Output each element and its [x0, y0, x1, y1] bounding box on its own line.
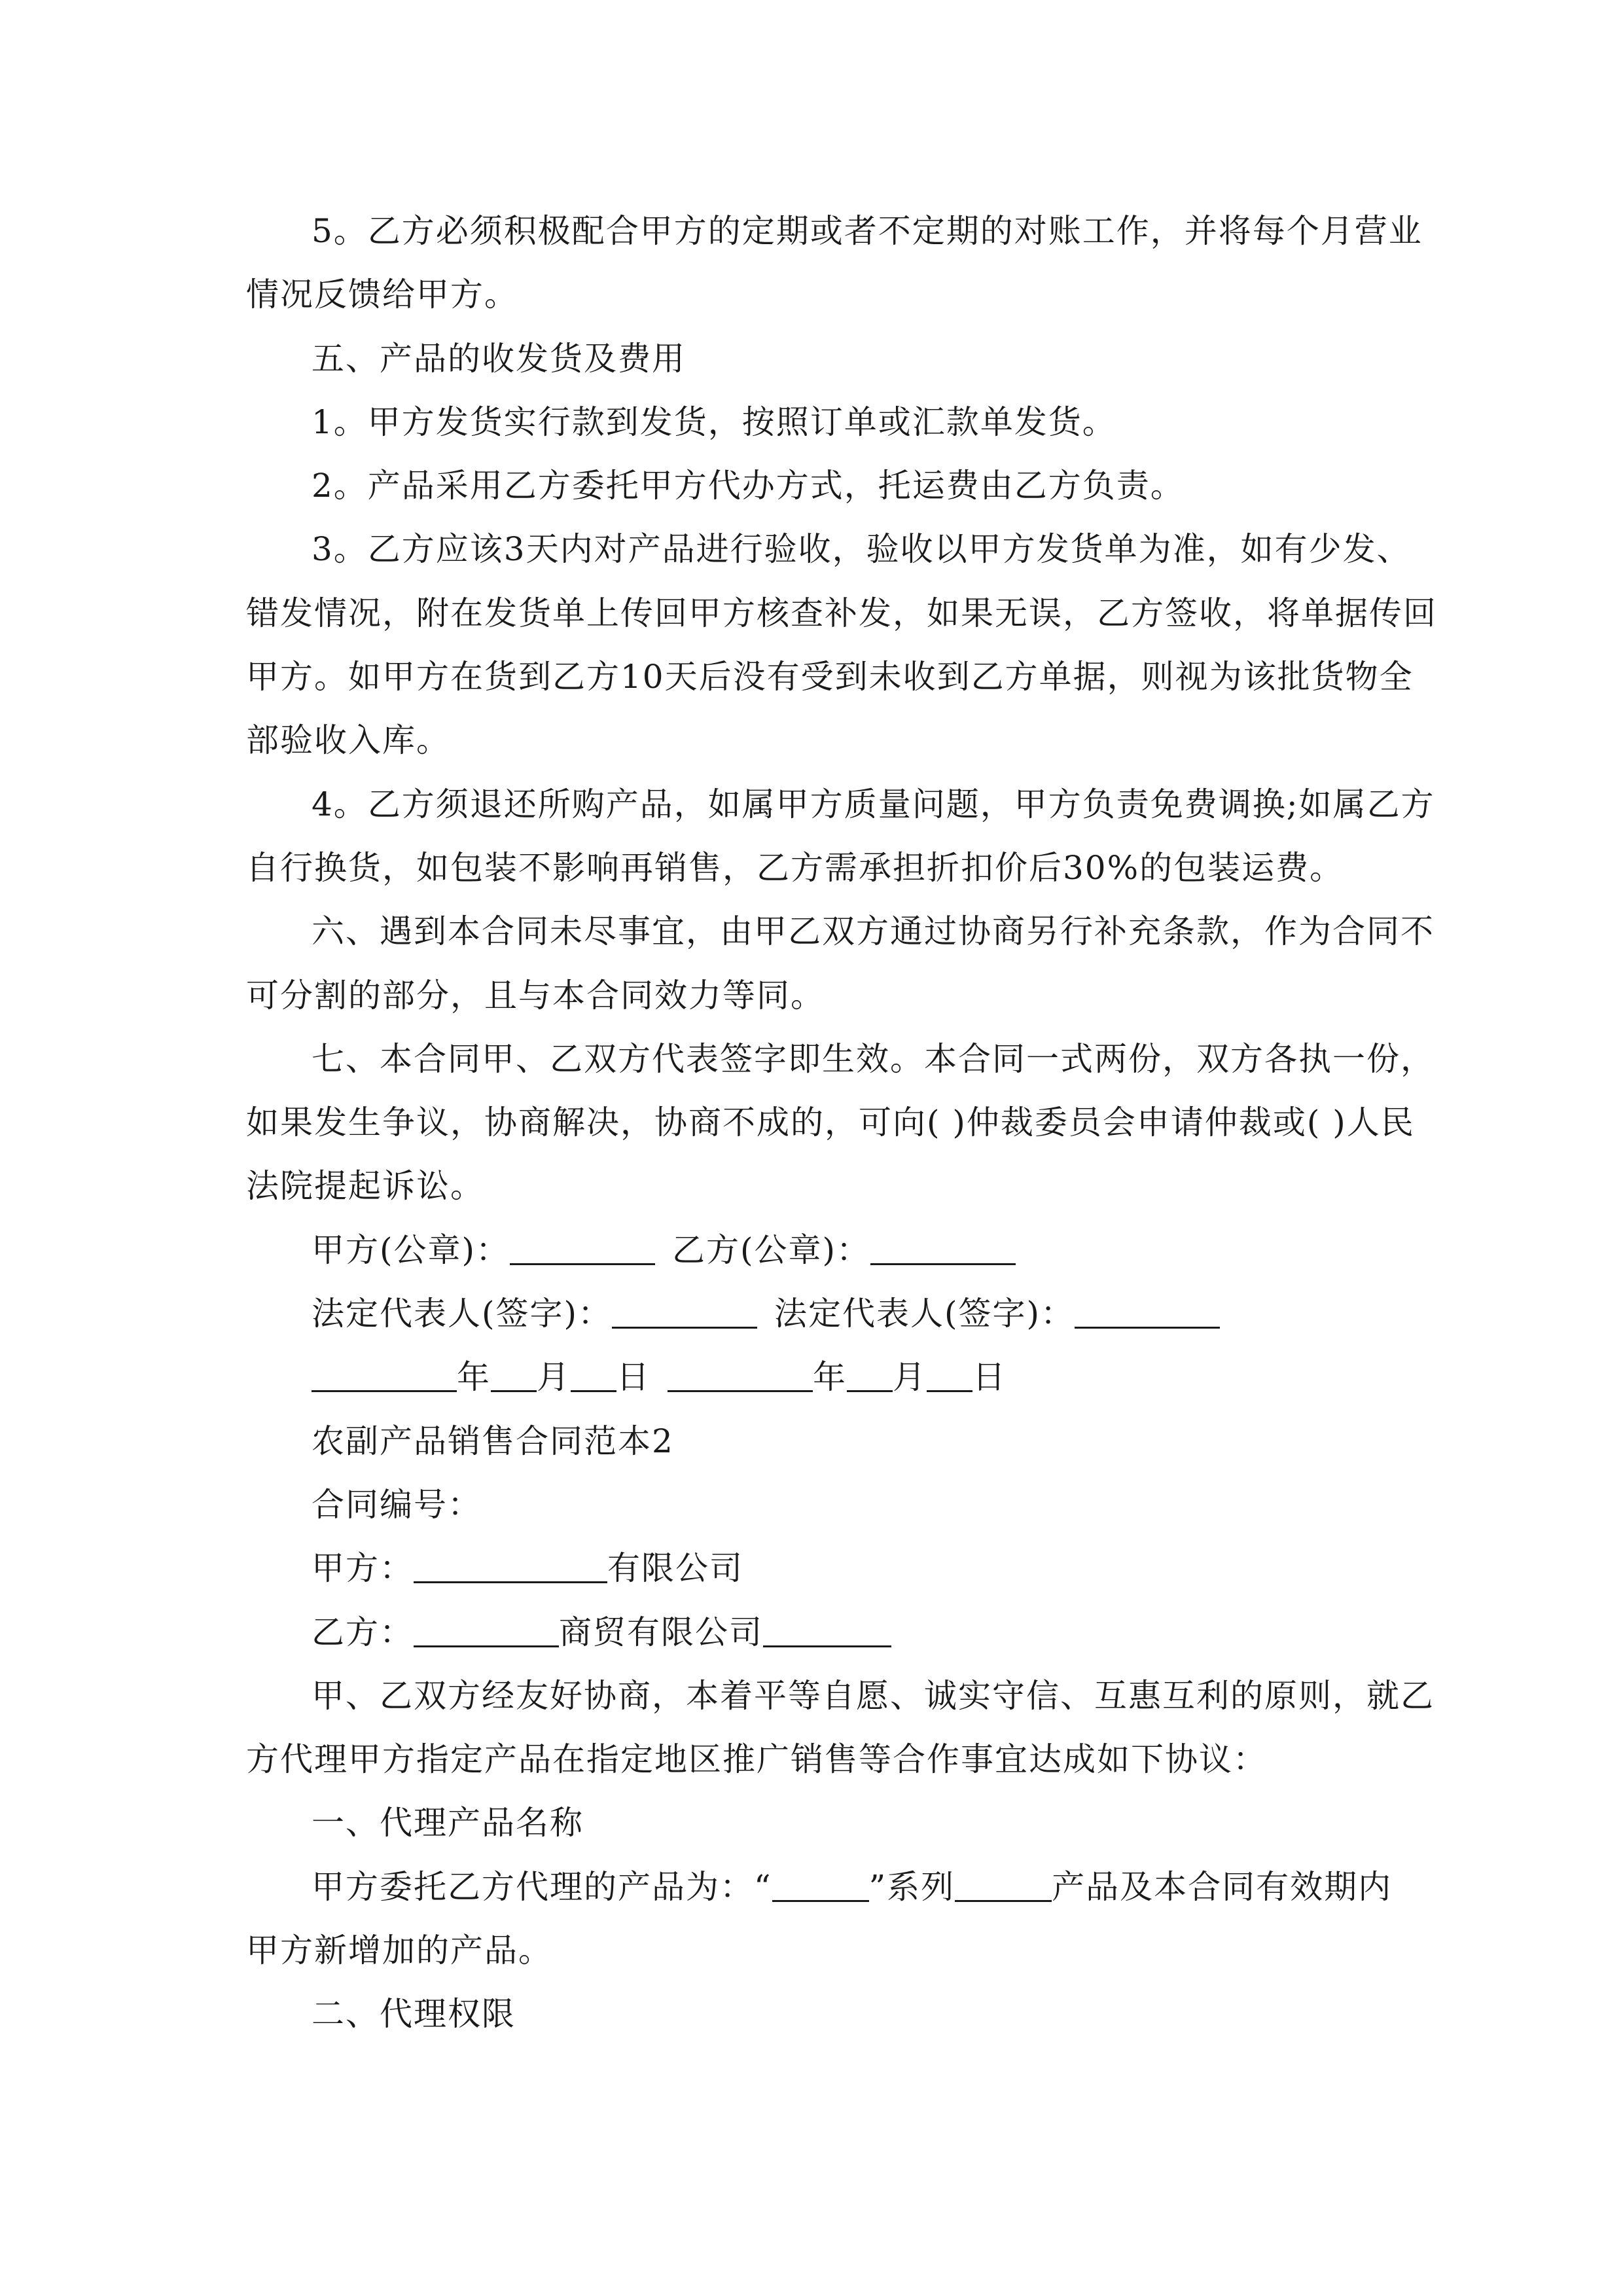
section2-title: 农副产品销售合同范本2: [312, 1422, 674, 1460]
year-a-blank: [312, 1350, 457, 1392]
paragraph-line: 如果发生争议，协商解决，协商不成的，可向( )仲裁委员会申请仲裁或( )人民: [246, 1103, 1415, 1142]
party-a-name-blank: [414, 1541, 607, 1583]
party-b-suffix: 商贸有限公司: [559, 1613, 763, 1651]
paragraph-line: 情况反馈给甲方。: [246, 276, 518, 314]
paragraph-line: 2。产品采用乙方委托甲方代办方式，托运费由乙方负责。: [312, 467, 1185, 505]
paragraph-line: 4。乙方须退还所购产品，如属甲方质量问题，甲方负责免费调换;如属乙方: [312, 785, 1435, 823]
representative-line: [246, 1282, 1381, 1346]
heading-product-name: 一、代理产品名称: [312, 1804, 584, 1842]
paragraph-line: 七、本合同甲、乙双方代表签字即生效。本合同一式两份，双方各执一份，: [312, 1039, 1435, 1078]
paragraph-line: 3。乙方应该3天内对产品进行验收，验收以甲方发货单为准，如有少发、: [312, 530, 1411, 569]
party-a-label: 甲方：: [312, 1549, 414, 1588]
paragraph-line: 5。乙方必须积极配合甲方的定期或者不定期的对账工作，并将每个月营业: [312, 212, 1423, 250]
intro-line-2: 方代理甲方指定产品在指定地区推广销售等合作事宜达成如下协议：: [246, 1740, 1267, 1779]
day-b-label: 日: [972, 1358, 1007, 1397]
party-a-line: [246, 1537, 1381, 1600]
paragraph-line: 自行换货，如包装不影响再销售，乙方需承担折扣价后30%的包装运费。: [246, 848, 1344, 887]
month-a-blank: [491, 1350, 537, 1392]
product-line: [246, 1856, 1393, 1919]
party-b-trailing-blank: [763, 1605, 891, 1647]
paragraph-line: 法院提起诉讼。: [246, 1167, 484, 1206]
day-b-blank: [927, 1350, 972, 1392]
party-a-seal-blank: [510, 1223, 655, 1265]
seal-line: [246, 1219, 1381, 1282]
product-text-c: 产品及本合同有效期内: [1052, 1867, 1393, 1906]
party-a-seal-label: 甲方(公章)：: [312, 1230, 510, 1269]
paragraph-line: 部验收入库。: [246, 721, 450, 760]
paragraph-line: 可分割的部分，且与本合同效力等同。: [246, 976, 825, 1014]
rep-a-blank: [612, 1286, 757, 1329]
product-text-b: ”系列: [868, 1867, 955, 1906]
rep-a-label: 法定代表人(签字)：: [312, 1295, 613, 1333]
clause-paragraphs: [246, 200, 1437, 1219]
year-b-blank: [668, 1350, 813, 1392]
rep-b-label: 法定代表人(签字)：: [774, 1295, 1075, 1333]
year-b-label: 年: [813, 1358, 847, 1397]
product-series-blank: [772, 1859, 869, 1902]
paragraph-line: 1。甲方发货实行款到发货，按照订单或汇款单发货。: [312, 403, 1116, 441]
paragraph-line: 甲方。如甲方在货到乙方10天后没有受到未收到乙方单据，则视为该批货物全: [246, 658, 1414, 696]
month-b-label: 月: [893, 1358, 927, 1397]
date-line: [246, 1346, 1381, 1409]
product-name-blank: [955, 1859, 1052, 1902]
paragraph-line: 错发情况，附在发货单上传回甲方核查补发，如果无误，乙方签收，将单据传回: [246, 594, 1437, 632]
paragraph-line: 六、遇到本合同未尽事宜，由甲乙双方通过协商另行补充条款，作为合同不: [312, 912, 1435, 951]
product-line-2: 甲方新增加的产品。: [246, 1931, 552, 1970]
party-b-name-blank: [414, 1605, 559, 1647]
intro-line-1: 甲、乙双方经友好协商，本着平等自愿、诚实守信、互惠互利的原则，就乙: [312, 1676, 1435, 1715]
party-b-line: [246, 1601, 1381, 1664]
month-b-blank: [847, 1350, 893, 1392]
party-a-suffix: 有限公司: [607, 1549, 743, 1588]
party-b-seal-label: 乙方(公章)：: [672, 1230, 871, 1269]
product-text-a: 甲方委托乙方代理的产品为：“: [312, 1867, 772, 1906]
heading-agency-rights: 二、代理权限: [312, 1995, 516, 2034]
day-a-label: 日: [616, 1358, 651, 1397]
party-b-label: 乙方：: [312, 1613, 414, 1651]
paragraph-line: 五、产品的收发货及费用: [312, 339, 686, 378]
contract-number-label: 合同编号：: [312, 1485, 482, 1524]
day-a-blank: [571, 1350, 616, 1392]
document-body: [246, 200, 1437, 2047]
year-a-label: 年: [457, 1358, 491, 1397]
month-a-label: 月: [537, 1358, 571, 1397]
party-b-seal-blank: [870, 1223, 1016, 1265]
rep-b-blank: [1075, 1286, 1220, 1329]
